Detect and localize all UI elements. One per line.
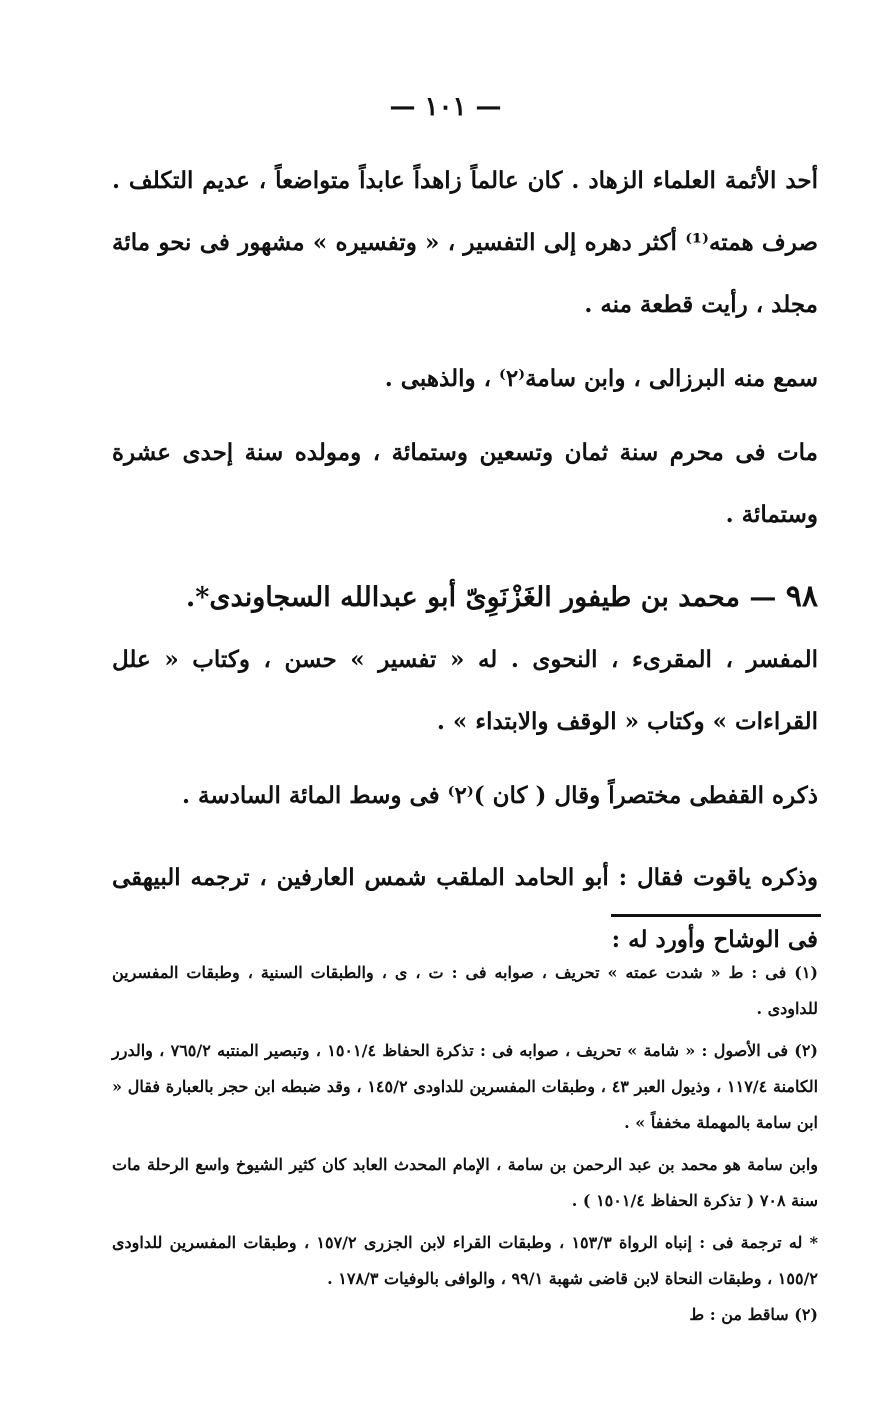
paragraph-death: مات فى محرم سنة ثمان وتسعين وستمائة ، ومولده سنة إحدى عشرة وستمائة . <box>112 439 818 528</box>
main-text <box>112 150 818 971</box>
footnote-2-continuation: وابن سامة هو محمد بن عبد الرحمن بن سامة ، الإمام المحدث العابد كان كثير الشيوخ واسع الرحلة مات سنة ٧٠٨ ( تذكرة الحفاظ ١٥٠١/٤ ) . <box>112 1155 818 1210</box>
page-number: — ١٠١ — <box>389 92 502 122</box>
footnote-1: (١) فى : ط « شدت عمته » تحريف ، صوابه فى : ت ، ى ، والطبقات السنية ، وطبقات المفسرين للداودى . <box>112 963 818 1018</box>
paragraph-biography: أحد الأئمة العلماء الزهاد . كان عالماً زاهداً عابداً متواضعاً ، عديم التكلف . صرف همته⁽¹⁾ أكثر دهره إلى التفسير ، « وتفسيره » مشهور فى نحو مائة مجلد ، رأيت قطعة منه . <box>112 167 818 318</box>
footnote-biography-sources: * له ترجمة فى : إنباه الرواة ١٥٣/٣ ، وطبقات القراء لابن الجزرى ١٥٧/٢ ، وطبقات المفسرين للداودى ١٥٥/٢ ، وطبقات النحاة لابن قاضى شهبة ٩٩/١ ، والوافى بالوفيات ١٧٨/٣ . <box>112 1233 819 1288</box>
paragraph-yaqut: وذكره ياقوت فقال : أبو الحامد الملقب شمس العارفين ، ترجمه البيهقى فى الوشاح وأورد له : <box>112 864 818 953</box>
footnote-2b: (٢) ساقط من : ط <box>689 1305 818 1324</box>
footnote-divider <box>611 914 821 917</box>
footnotes <box>112 955 818 1333</box>
paragraph-works: المفسر ، المقرىء ، النحوى . له « تفسير » حسن ، وكتاب « علل القراءات » وكتاب « الوقف والابتداء » . <box>112 646 818 735</box>
entry-heading <box>112 566 818 629</box>
entry-number: ٩٨ <box>785 579 818 614</box>
entry-title: — محمد بن طيفور الغَزْنَوِىّ أبو عبدالله السجاوندى*. <box>185 582 777 613</box>
footnote-2: (٢) فى الأصول : « شامة » تحريف ، صوابه فى : تذكرة الحفاظ ١٥٠١/٤ ، وتبصير المنتبه ٧٦٥/٢ ، والدرر الكامنة ١١٧/٤ ، وذيول العبر ٤٣ ، وطبقات المفسرين للداودى ١٤٥/٢ ، وقد ضبطه ابن حجر بالعبارة فقال « ابن سامة بالمهملة مخففاً » . <box>112 1041 819 1132</box>
paragraph-qifti: ذكره القفطى مختصراً وقال ( كان )⁽٢⁾ فى وسط المائة السادسة . <box>182 782 818 809</box>
paragraph-students: سمع منه البرزالى ، وابن سامة⁽٢⁾ ، والذهبى . <box>384 365 818 392</box>
